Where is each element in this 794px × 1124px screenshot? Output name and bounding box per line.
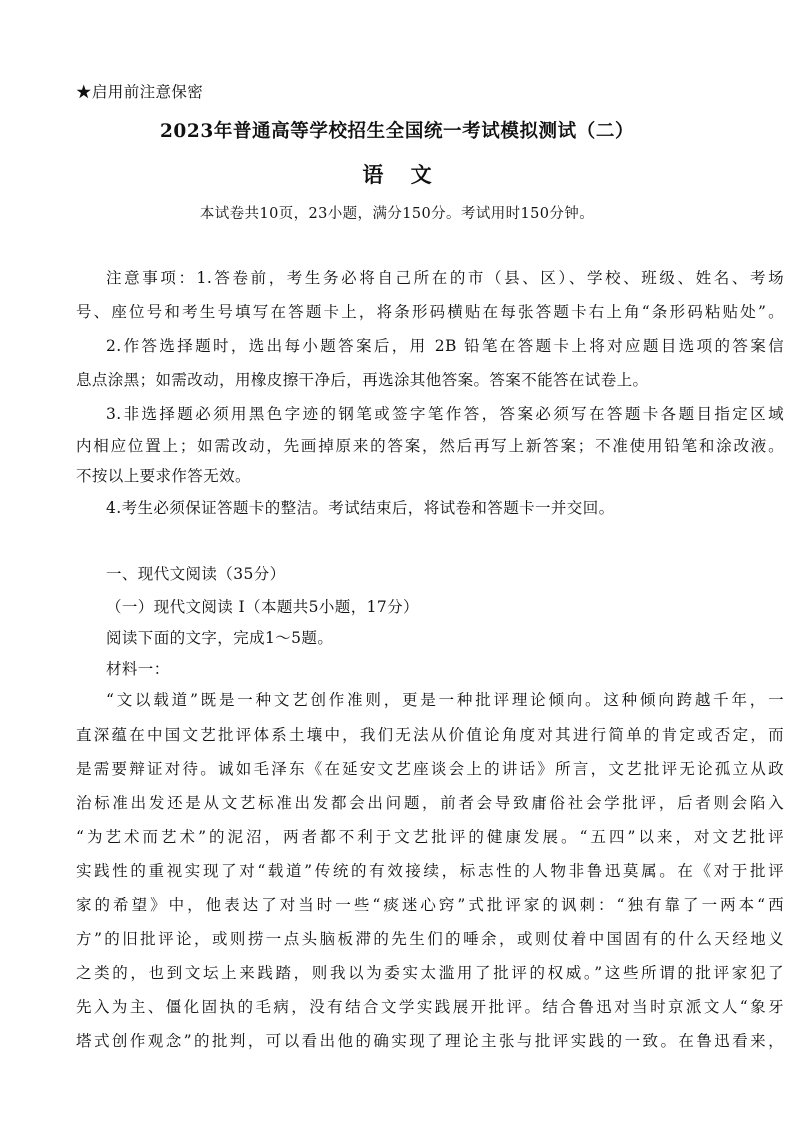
passage-line: 是需要辩证对待。诚如毛泽东《在延安文艺座谈会上的讲话》所言，文艺批评无论孤立从政 [76, 760, 784, 778]
notice-p2-line2: 息点涂黑；如需改动，用橡皮擦干净后，再选涂其他答案。答案不能答在试卷上。 [76, 371, 649, 389]
exam-info: 本试卷共10页，23小题，满分150分。考试用时150分钟。 [199, 206, 595, 222]
notice-p1-line1: 注意事项：1.答卷前，考生务必将自己所在的市（县、区）、学校、班级、姓名、考场 [106, 269, 784, 287]
passage-line: “文以载道”既是一种文艺创作准则，更是一种批评理论倾向。这种倾向跨越千年，一 [106, 691, 784, 709]
notice-p2-line1: 2.作答选择题时，选出每小题答案后，用 2B 铅笔在答题卡上将对应题目选项的答案信 [106, 337, 784, 355]
passage-line: 之类的，也到文坛上来践踏，则我以为委实太滥用了批评的权威。”这些所谓的批评家犯了 [76, 964, 784, 982]
passage-line: 先入为主、僵化固执的毛病，没有结合文学实践展开批评。结合鲁迅对当时京派文人“象牙 [76, 998, 784, 1016]
notice-p4-line1: 4.考生必须保证答题卡的整洁。考试结束后，将试卷和答题卡一并交回。 [106, 499, 615, 517]
section-sub-heading: （一）现代文阅读 I（本题共5小题，17分） [106, 598, 419, 616]
section-heading: 一、现代文阅读（35分） [106, 565, 286, 583]
passage-line: 方”的旧批评论，或则捞一点头脑板滞的先生们的唾余，或则仗着中国固有的什么天经地义 [76, 930, 784, 948]
subject-title: 语 文 [362, 162, 442, 187]
exam-title: 2023年普通高等学校招生全国统一考试模拟测试（二） [159, 121, 635, 142]
notice-p3-line3: 不按以上要求作答无效。 [76, 467, 251, 485]
passage-line: 家的希望》中，他表达了对当时一些“痰迷心窍”式批评家的讽刺：“独有靠了一两本“西 [76, 896, 784, 914]
passage-line: 实践性的重视实现了对“载道”传统的有效接续，标志性的人物非鲁迅莫属。在《对于批评 [76, 862, 784, 880]
notice-p3-line1: 3.非选择题必须用黑色字迹的钢笔或签字笔作答，答案必须写在答题卡各题目指定区域 [106, 405, 784, 423]
passage-line: “为艺术而艺术”的泥沼，两者都不利于文艺批评的健康发展。“五四”以来，对文艺批评 [76, 828, 784, 846]
material-label: 材料一： [106, 660, 170, 678]
passage-line: 直深蕴在中国文艺批评体系土壤中，我们无法从价值论角度对其进行简单的肯定或否定，而 [76, 726, 784, 744]
notice-p3-line2: 内相应位置上；如需改动，先画掉原来的答案，然后再写上新答案；不准使用铅笔和涂改液。 [76, 437, 784, 455]
confidential-notice: ★启用前注意保密 [76, 83, 204, 101]
notice-p1-line2: 号、座位号和考生号填写在答题卡上，将条形码横贴在每张答题卡右上角“条形码粘贴处”。 [76, 303, 784, 321]
reading-instruction: 阅读下面的文字，完成1～5题。 [106, 629, 334, 647]
passage-line: 塔式创作观念”的批判，可以看出他的确实现了理论主张与批评实践的一致。在鲁迅看来， [76, 1032, 784, 1050]
passage-line: 治标准出发还是从文艺标准出发都会出问题，前者会导致庸俗社会学批评，后者则会陷入 [76, 794, 784, 812]
